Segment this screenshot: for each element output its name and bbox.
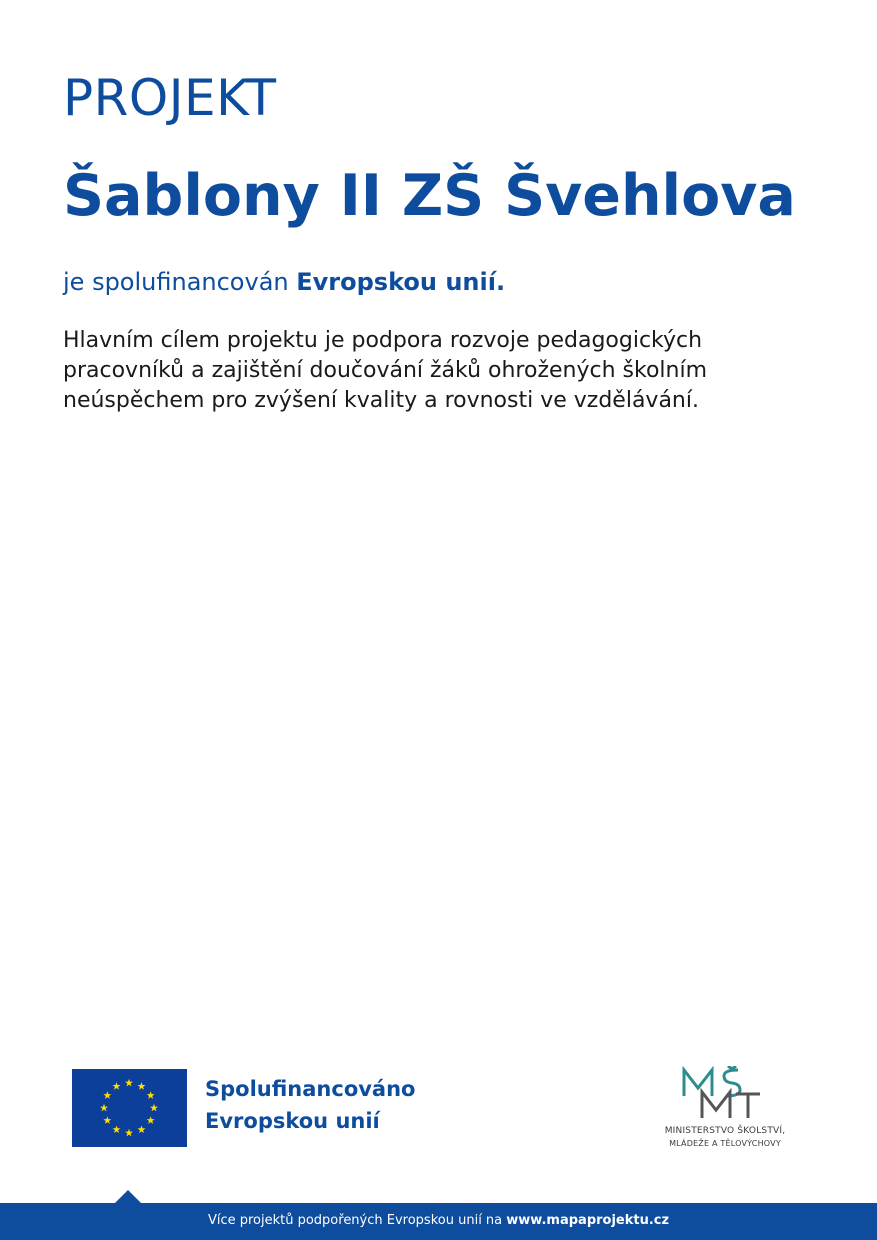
subtitle-strong: Evropskou unií. [296,268,506,296]
eu-star-icon [138,1082,146,1090]
subtitle-prefix: je spolufinancován [63,268,297,296]
eu-stars-icon [72,1069,187,1147]
footer-link[interactable]: www.mapaprojektu.cz [506,1213,670,1228]
msmt-name-line1: MINISTERSTVO ŠKOLSTVÍ, [664,1126,786,1136]
description-line: Hlavním cílem projektu je podpora rozvoje pedagogických [63,328,703,353]
eu-star-icon [100,1104,108,1112]
msmt-logo [640,1066,810,1152]
footer-text [0,1210,877,1232]
cofinance-subtitle [63,265,505,299]
eu-star-icon [125,1129,133,1137]
eu-star-icon [103,1091,111,1099]
eu-cofinance-label [205,1073,415,1137]
eu-star-icon [150,1104,158,1112]
project-description [63,326,803,416]
eu-star-icon [147,1116,155,1124]
description-line: pracovníků a zajištění doučování žáků ohrožených školním [63,358,708,383]
eu-star-icon [113,1082,121,1090]
footer-prefix: Více projektů podpořených Evropskou unií na [207,1213,507,1228]
msmt-monogram-icon [680,1066,766,1122]
description-line: neúspěchem pro zvýšení kvality a rovnosti ve vzdělávání. [63,388,699,413]
project-eyebrow: PROJEKT [63,69,277,127]
eu-star-icon [113,1125,121,1133]
eu-label-line2: Evropskou unií [205,1109,380,1133]
eu-flag-icon [72,1069,187,1147]
eu-star-icon [138,1125,146,1133]
eu-star-icon [125,1079,133,1087]
eu-star-icon [103,1116,111,1124]
eu-star-icon [147,1091,155,1099]
eu-label-line1: Spolufinancováno [205,1077,416,1101]
footer-notch [114,1190,142,1204]
msmt-name-line2: MLÁDEŽE A TĚLOVÝCHOVY [669,1139,781,1148]
project-title: Šablony II ZŠ Švehlova [63,163,796,229]
